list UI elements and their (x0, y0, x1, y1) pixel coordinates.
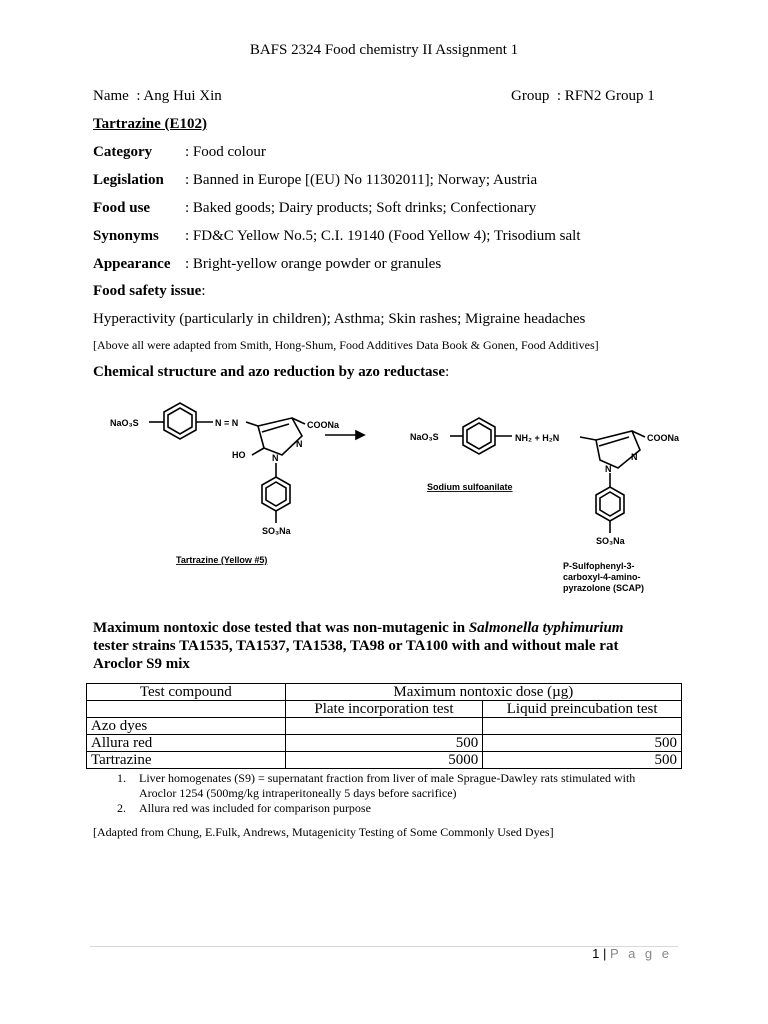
note-1-number: 1. (117, 771, 126, 785)
group-value: : RFN2 Group 1 (556, 88, 655, 104)
group-azo-dyes: Azo dyes (87, 718, 286, 735)
page-number (592, 946, 672, 961)
so3na-label-2: SO₃Na (596, 536, 625, 546)
n-label-3: N (605, 464, 612, 474)
mutagen-heading-line1: Maximum nontoxic dose tested that was non-mutagenic in Salmonella typhimurium (93, 620, 624, 636)
page-label: P a g e (610, 946, 672, 961)
name-label: Name (93, 88, 129, 104)
pyrazole-ring-1 (258, 418, 302, 455)
scap-caption-line2: carboxyl-4-amino- (563, 572, 641, 582)
note-1-line2: Aroclor 1254 (500mg/kg intraperitoneally 5 days before sacrifice) (139, 786, 457, 800)
synonyms-value: : FD&C Yellow No.5; C.I. 19140 (Food Yellow 4); Trisodium salt (185, 228, 581, 244)
nao3s-label-1: NaO₃S (110, 418, 139, 428)
coona-label-2: COONa (647, 433, 680, 443)
scap-caption-line3: pyrazolone (SCAP) (563, 583, 645, 593)
coona-label-1: COONa (307, 420, 340, 430)
structure-heading: Chemical structure and azo reduction by azo reductase: (93, 364, 450, 380)
table-row (87, 752, 682, 769)
safety-text: Hyperactivity (particularly in children); Asthma; Skin rashes; Migraine headaches (93, 311, 586, 327)
nh2-label: NH₂ + H₂N (515, 433, 560, 443)
subheader-liquid: Liquid preincubation test (483, 701, 682, 718)
ho-label: HO (232, 450, 246, 460)
n-label-1: N (272, 453, 279, 463)
subheader-empty (87, 701, 286, 718)
cell-liquid: 500 (483, 735, 682, 752)
mutagen-heading-line3: Aroclor S9 mix (93, 656, 190, 672)
compound-title: Tartrazine (E102) (93, 116, 208, 132)
header-test-compound: Test compound (87, 684, 286, 701)
scap-caption-line1: P-Sulfophenyl-3- (563, 561, 635, 571)
mutagen-heading-line2: tester strains TA1535, TA1537, TA1538, TA98 or TA100 with and without male rat (93, 638, 619, 654)
table-header-row (87, 684, 682, 701)
cell-plate: 5000 (285, 752, 483, 769)
food-use-label: Food use (93, 200, 151, 216)
n-label-2: N (296, 439, 303, 449)
page-header-title: BAFS 2324 Food chemistry II Assignment 1 (249, 42, 519, 58)
appearance-value: : Bright-yellow orange powder or granules (185, 256, 442, 272)
table-group-row (87, 718, 682, 735)
page-number-value: 1 (592, 946, 600, 961)
page-separator: | (603, 946, 607, 961)
table-source: [Adapted from Chung, E.Fulk, Andrews, Mutagenicity Testing of Some Commonly Used Dyes] (93, 825, 554, 839)
subheader-plate: Plate incorporation test (285, 701, 483, 718)
note-1-line1: Liver homogenates (S9) = supernatant fraction from liver of male Sprague-Dawley rats stimulated with (139, 771, 636, 785)
header-max-dose: Maximum nontoxic dose (µg) (285, 684, 681, 701)
table-row (87, 735, 682, 752)
safety-source: [Above all were adapted from Smith, Hong-Shum, Food Additives Data Book & Gonen, Food Additives] (93, 338, 599, 352)
category-label: Category (93, 144, 153, 160)
synonyms-label: Synonyms (93, 228, 159, 244)
legislation-value: : Banned in Europe [(EU) No 11302011]; Norway; Austria (185, 172, 538, 188)
table-subheader-row (87, 701, 682, 718)
cell-plate: 500 (285, 735, 483, 752)
appearance-label: Appearance (93, 256, 171, 272)
cell-liquid: 500 (483, 752, 682, 769)
name-value: : Ang Hui Xin (136, 88, 222, 104)
group-label: Group (511, 88, 550, 104)
so3na-label-1: SO₃Na (262, 526, 291, 536)
cell-compound: Tartrazine (87, 752, 286, 769)
category-value: : Food colour (185, 144, 266, 160)
note-2-line1: Allura red was included for comparison purpose (139, 801, 371, 815)
safety-heading: Food safety issue: (93, 283, 206, 299)
n-label-4: N (631, 452, 638, 462)
food-use-value: : Baked goods; Dairy products; Soft drinks; Confectionary (185, 200, 537, 216)
reduction-arrow (325, 431, 364, 439)
azo-label: N = N (215, 418, 239, 428)
note-2-number: 2. (117, 801, 126, 815)
cell-compound: Allura red (87, 735, 286, 752)
nao3s-label-2: NaO₃S (410, 432, 439, 442)
pyrazole-ring-2 (596, 431, 640, 468)
dose-table (86, 683, 682, 769)
legislation-label: Legislation (93, 172, 164, 188)
sulfanilate-caption: Sodium sulfoanilate (427, 482, 513, 492)
tartrazine-caption: Tartrazine (Yellow #5) (176, 555, 268, 565)
footer-divider (90, 946, 678, 947)
